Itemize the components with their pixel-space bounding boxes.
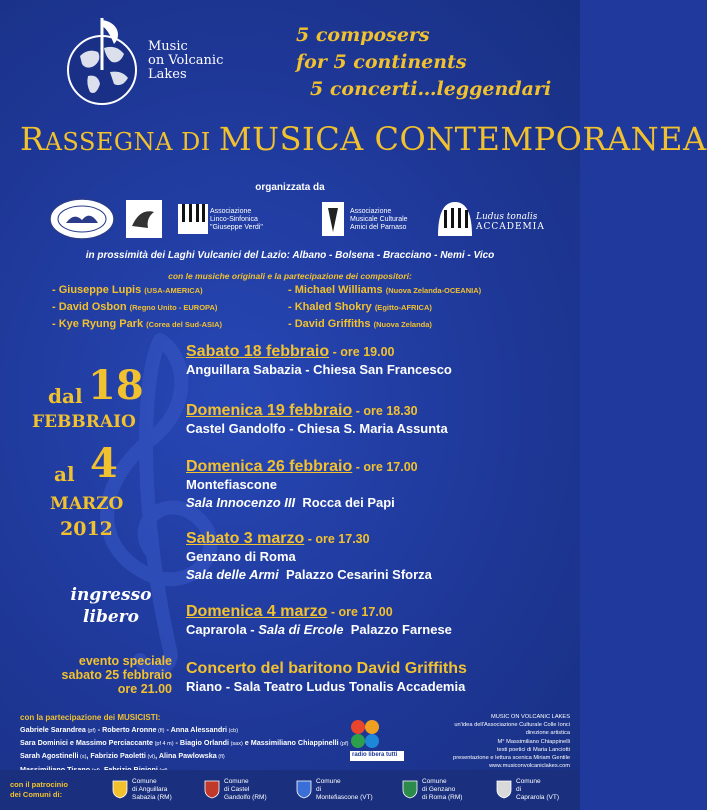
- event-item: Sabato 18 febbraio - ore 19.00 Anguillara Sabazia - Chiesa San Francesco: [186, 343, 452, 377]
- credit-line: MUSIC ON VOLCANIC LAKES: [490, 714, 570, 720]
- slogan-3: 5 concerti…leggendari: [310, 78, 552, 100]
- event-item: Sabato 3 marzo - ore 17.30 Genzano di Roma Sala delle Armi Palazzo Cesarini Sforza: [186, 530, 432, 582]
- credit-line: www.musiconvolcaniclakes.com: [489, 763, 570, 770]
- logo-text-line-1: Music: [148, 39, 188, 54]
- special-event-place: Riano - Sala Teatro Ludus Tonalis Accademia: [186, 679, 466, 694]
- sponsor-verdi-line-3: "Giuseppe Verdi": [210, 224, 263, 231]
- credit-line: presentazione e lettura scenica Miriam Gentile: [453, 755, 570, 762]
- title-rassegna: ASSEGNA DI: [44, 128, 219, 156]
- radio-libera-tutti-text: radio libera tutti: [352, 752, 398, 758]
- sponsor-verdi-text: [210, 208, 263, 254]
- composer-item: - Kye Ryung Park (Corea del Sud-ASIA): [52, 318, 222, 330]
- period-dal: dal: [48, 384, 83, 408]
- composer-item: - Giuseppe Lupis (USA-AMERICA): [52, 284, 203, 296]
- period-month-end: MARZO: [50, 494, 124, 514]
- comune-item: Comune di Anguillara Sabazia (RM): [132, 778, 172, 801]
- slogans: [296, 22, 552, 103]
- composer-item: - David Osbon (Regno Unito - EUROPA): [52, 301, 218, 313]
- special-event-day: sabato 25 febbraio: [61, 668, 172, 682]
- composers-intro: con le musiche originali e la partecipazione dei compositori:: [168, 271, 412, 281]
- municipal-crest-icon: [296, 779, 312, 799]
- comune-item: Comune di Montefiascone (VT): [316, 778, 373, 801]
- comune-item: Comune di Caprarola (VT): [516, 778, 559, 801]
- patronage-line-1: con il patrocinio: [10, 780, 68, 789]
- patronage-label: [10, 780, 68, 800]
- lakes-line: in prossimità dei Laghi Vulcanici del Lazio: Albano - Bolsena - Bracciano - Nemi - Vico: [85, 250, 495, 261]
- special-event-time: ore 21.00: [117, 682, 172, 696]
- sponsor-ludus-line-2: ACCADEMIA: [476, 222, 545, 232]
- sponsor-logos: [48, 196, 548, 242]
- bird-logo-icon: [124, 196, 164, 242]
- musicians-line: Sara Dominici e Massimo Perciaccante (pf 4 m) - Biagio Orlandi (sax) e Massimiliano Chiappinelli (pf): [20, 738, 349, 748]
- sponsor-parnaso-line-1: Associazione: [350, 208, 392, 215]
- municipal-crest-icon: [204, 779, 220, 799]
- parnaso-logo-icon: [320, 196, 346, 242]
- logo-text: [148, 40, 223, 82]
- free-entry-line-1: ingresso: [70, 585, 152, 605]
- comune-item: Comune di Castel Gandolfo (RM): [224, 778, 267, 801]
- credit-line: M° Massimiliano Chiappinelli: [497, 738, 570, 745]
- slogan-2: for 5 continents: [296, 51, 467, 73]
- footer-band: [0, 770, 580, 810]
- musicians-line: Sarah Agostinelli (s), Fabrizio Paoletti (vl), Alina Pawlowska (fl): [20, 751, 225, 761]
- free-entry-line-2: libero: [83, 607, 139, 627]
- globe-note-logo-icon: [58, 14, 154, 110]
- municipal-crest-icon: [402, 779, 418, 799]
- special-event: [186, 660, 467, 696]
- musicians-intro: con la partecipazione dei MUSICISTI:: [20, 713, 161, 722]
- musicians-list: [20, 724, 348, 777]
- period-month-start: FEBBRAIO: [32, 412, 136, 432]
- piano-keys-logo-icon: [178, 196, 208, 242]
- municipal-crest-icon: [112, 779, 128, 799]
- organized-by: organizzata da: [255, 182, 325, 193]
- event-item: Domenica 19 febbraio - ore 18.30 Castel Gandolfo - Chiesa S. Maria Assunta: [186, 402, 448, 436]
- event-item: Domenica 26 febbraio - ore 17.00 Montefiascone Sala Innocenzo III Rocca dei Papi: [186, 458, 418, 510]
- comune-item: Comune di Genzano di Roma (RM): [422, 778, 463, 801]
- main-title: [20, 120, 707, 158]
- composer-item: - David Griffiths (Nuova Zelanda): [288, 318, 432, 330]
- sponsor-verdi-line-2: Linco-Sinfonica: [210, 216, 258, 223]
- municipal-crest-icon: [496, 779, 512, 799]
- composer-item: - Michael Williams (Nuova Zelanda-OCEANIA): [288, 284, 482, 296]
- period-year: 2012: [60, 518, 113, 540]
- musicians-line: Gabriele Sarandrea (pf) - Roberto Aronne (fl) - Anna Alessandri (cb): [20, 725, 239, 734]
- event-item: Domenica 4 marzo - ore 17.00 Caprarola - Sala di Ercole Palazzo Farnese: [186, 603, 452, 637]
- credit-line: testi poetici di Maria Lanciotti: [496, 746, 570, 753]
- title-initial: R: [20, 120, 45, 158]
- period-al: al: [54, 462, 75, 486]
- sponsor-parnaso-line-2: Musicale Culturale: [350, 216, 408, 223]
- credit-line: un'idea dell'Associazione Culturale Colle Ionci: [454, 722, 570, 729]
- sponsor-verdi-line-1: Associazione: [210, 208, 252, 215]
- special-event-label: evento speciale: [78, 654, 172, 668]
- sponsor-parnaso-line-3: Amici del Parnaso: [350, 224, 407, 231]
- credit-line: direzione artistica: [525, 730, 570, 737]
- special-event-date: [52, 654, 172, 696]
- special-event-title: Concerto del baritono David Griffiths: [186, 660, 467, 677]
- logo-text-line-2: on Volcanic: [148, 53, 224, 68]
- period-day-end: 4: [90, 440, 118, 487]
- sponsor-parnaso-text: [350, 208, 408, 254]
- period-day-start: 18: [88, 362, 144, 409]
- slogan-1: 5 composers: [296, 24, 430, 46]
- title-musica: MUSICA CONTEMPORANEA: [218, 120, 707, 158]
- sponsor-ludus-line-1: Ludus tonalis: [476, 212, 538, 222]
- ludus-tonalis-keys-logo-icon: [436, 196, 474, 242]
- patronage-line-2: dei Comuni di:: [10, 790, 63, 799]
- credits: [420, 713, 570, 779]
- composer-item: - Khaled Shokry (Egitto-AFRICA): [288, 301, 432, 313]
- colle-ionci-logo-icon: [48, 196, 116, 242]
- composers-right-column: [288, 282, 481, 333]
- logo-text-line-3: Lakes: [148, 67, 187, 82]
- free-entry: [56, 584, 166, 628]
